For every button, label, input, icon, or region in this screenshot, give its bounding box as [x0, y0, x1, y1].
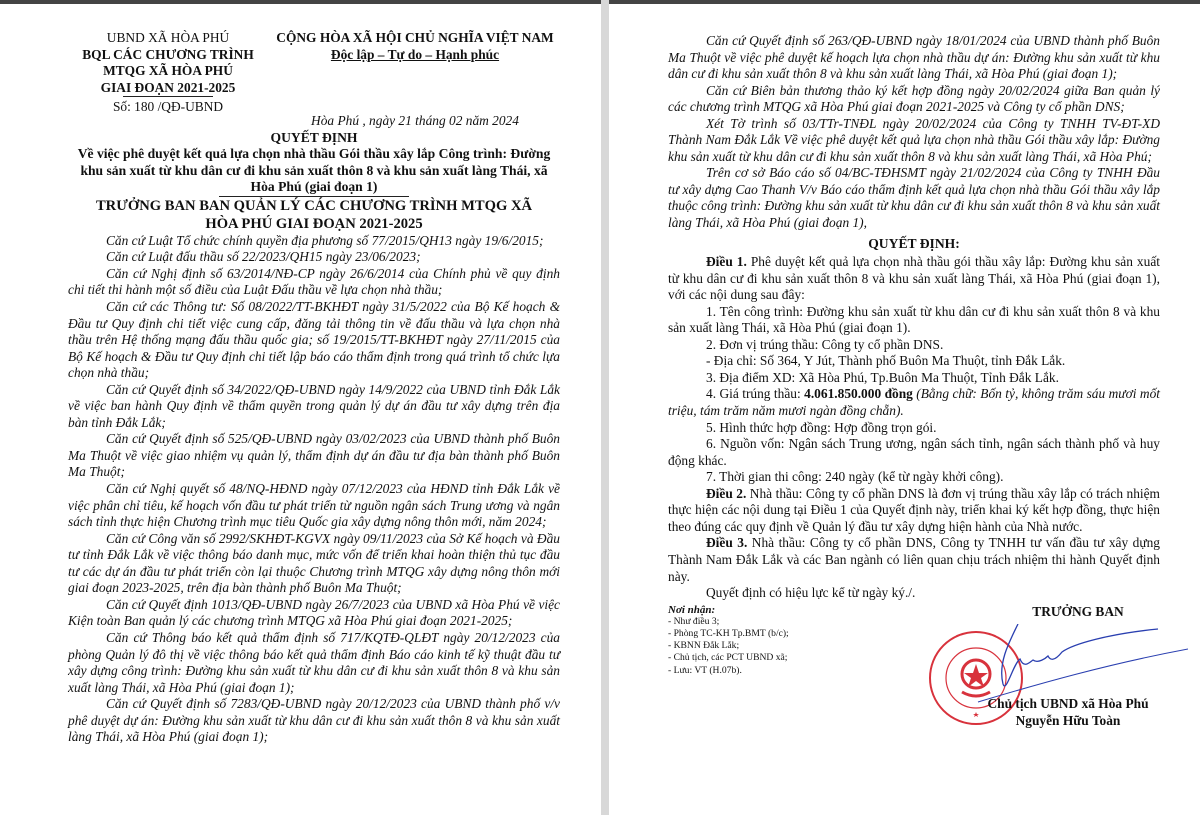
national-header — [270, 30, 560, 130]
legal-basis: Xét Tờ trình số 03/TTr-TNĐL ngày 20/02/2024 của Công ty TNHH TV-ĐT-XD Thành Nam Đắk Lắk Về việc phê duyệt kết quả lựa chọn nhà thầu Gói thầu xây lắp: Đường khu sản xuất từ khu dân cư đi khu sản xuất thôn 8 và khu sản xuất làng Thái, xã Hòa Phú; — [668, 115, 1160, 164]
article-1 — [668, 254, 1160, 304]
legal-basis: Căn cứ Quyết định 1013/QĐ-UBND ngày 26/7/2023 của UBND xã Hòa Phú về việc Kiện toàn Ban quản lý các chương trình MTQG xã Hòa Phú giai đoạn 2021-2025; — [68, 596, 560, 629]
document-number: Số: 180 /QĐ-UBND — [112, 99, 224, 115]
divider — [123, 96, 213, 97]
national-motto: CỘNG HÒA XÃ HỘI CHỦ NGHĨA VIỆT NAM — [276, 30, 554, 45]
recipient: - Chủ tịch, các PCT UBND xã; — [668, 652, 788, 664]
contract-price: 4.061.850.000 đồng — [804, 386, 913, 402]
price-label: 4. Giá trúng thầu: — [706, 386, 805, 402]
article-text: Nhà thầu: Công ty cổ phần DNS, Công ty TNHH tư vấn đầu tư xây dựng Thành Nam Đắk Lắk và các Ban ngành có liên quan chịu trách nhiệm thi hành Quyết định này. — [668, 535, 1160, 584]
issuing-authority: TRƯỞNG BAN BAN QUẢN LÝ CÁC CHƯƠNG TRÌNH MTQG XÃ HÒA PHÚ GIAI ĐOẠN 2021-2025 — [95, 197, 533, 232]
article-label: Điều 3. — [706, 535, 748, 551]
legal-basis: Căn cứ Luật Tổ chức chính quyền địa phương số 77/2015/QH13 ngày 19/6/2015; — [106, 232, 544, 248]
issuing-agency — [68, 30, 268, 130]
decision-heading: QUYẾT ĐỊNH: — [868, 235, 960, 251]
article-text: Phê duyệt kết quả lựa chọn nhà thầu gói thầu xây lắp: Đường khu sản xuất từ khu dân cư đi khu sản xuất thôn 8 và khu sản xuất làng Thái, xã Hòa Phú (giai đoạn 1), với các nội dung sau đây: — [668, 254, 1160, 303]
legal-basis: Căn cứ Thông báo kết quả thẩm định số 717/KQTĐ-QLĐT ngày 20/12/2023 của phòng Quản lý đô thị về việc thông báo kết quả thẩm định Báo cáo kinh tế kỹ thuật đầu tư xây dựng công trình: Đường khu sản xuất từ khu dân cư đi khu sản xuất thôn 8 và khu sản xuất làng Thái, xã Hòa Phú (giai đoạn 1); — [68, 629, 560, 695]
effective-clause: Quyết định có hiệu lực kể từ ngày ký./. — [706, 585, 916, 601]
decision-articles — [668, 254, 1160, 601]
document-subject: Về việc phê duyệt kết quả lựa chọn nhà thầu Gói thầu xây lắp Công trình: Đường khu sản xuất từ khu dân cư đi khu sản xuất thôn 8 và khu sản xuất làng Thái, xã Hòa Phú (giai đoạn 1) — [77, 146, 551, 195]
article-2 — [668, 486, 1160, 536]
article-3 — [668, 535, 1160, 585]
document-header — [68, 30, 560, 130]
signatory-name: Nguyễn Hữu Toàn — [1015, 712, 1121, 728]
article-label: Điều 2. — [706, 485, 747, 501]
legal-basis: Căn cứ Công văn số 2992/SKHĐT-KGVX ngày 09/11/2023 của Sở Kế hoạch và Đầu tư tỉnh Đắk Lắk về việc thông báo danh mục, mức vốn để triển khai hoàn thiện thủ tục đầu tư các dự án đầu tư phát triển còn lại thuộc Chương trình MTQG xây dựng nông thôn mới giai đoạn 2023-2025, trên địa bàn thành phố Buôn Ma Thuột; — [68, 530, 560, 596]
article-item — [668, 386, 1160, 419]
document-title: QUYẾT ĐỊNH — [270, 129, 358, 145]
article-text: Nhà thầu: Công ty cổ phần DNS là đơn vị trúng thầu xây lắp có trách nhiệm thực hiện các nội dung tại Điều 1 của Quyết định này, triển khai ký kết hợp đồng, thực hiện theo đúng các quy định về Quản lý đầu tư xây dựng hiện hành của Nhà nước. — [668, 485, 1160, 534]
slogan: Độc lập – Tự do – Hạnh phúc — [330, 46, 500, 62]
recipient: - KBNN Đắk Lắk; — [668, 640, 740, 652]
legal-basis: Căn cứ Quyết định số 525/QĐ-UBND ngày 03/02/2023 của UBND thành phố Buôn Ma Thuột về việc giao nhiệm vụ quản lý, thẩm định dự án đầu tư địa bàn thành phố Buôn Ma Thuột; — [68, 431, 560, 480]
agency-line: MTQG XÃ HÒA PHÚ — [103, 63, 233, 79]
recipient: - Như điều 3; — [668, 615, 720, 627]
page-right — [609, 4, 1200, 815]
legal-basis: Căn cứ Quyết định số 7283/QĐ-UBND ngày 20/12/2023 của UBND thành phố v/v phê duyệt dự án: Đường khu sản xuất từ khu dân cư đi khu sản xuất thôn 8 và khu sản xuất làng Thái, xã Hòa Phú (giai đoạn 1); — [68, 696, 560, 745]
legal-basis: Căn cứ Biên bản thương thảo ký kết hợp đồng ngày 20/02/2024 giữa Ban quản lý các chương trình MTQG xã Hòa Phú giai đoạn 2021-2025 và Công ty cổ phần DNS; — [668, 82, 1160, 115]
recipient: - Lưu: VT (H.07b). — [668, 664, 742, 676]
legal-basis: Căn cứ Quyết định số 34/2022/QĐ-UBND ngày 14/9/2022 của UBND tỉnh Đắk Lắk về việc ban hành Quy định về thẩm quyền trong quản lý dự án đầu tư xây dựng trên địa bàn tỉnh Đắk Lắk; — [68, 381, 560, 430]
place-date: Hòa Phú , ngày 21 tháng 02 năm 2024 — [311, 113, 519, 129]
legal-bases-left — [68, 233, 560, 746]
article-item: 5. Hình thức hợp đồng: Hợp đồng trọn gói. — [706, 419, 937, 435]
signatory-position: Chủ tịch UBND xã Hòa Phú — [987, 696, 1149, 712]
legal-basis: Căn cứ các Thông tư: Số 08/2022/TT-BKHĐT ngày 31/5/2022 của Bộ Kế hoạch & Đầu tư Quy định chi tiết việc cung cấp, đăng tải thông tin về đấu thầu và lựa chọn nhà thầu trên Hệ thống mạng đấu thầu quốc gia; số 19/2015/TT-BKHĐT ngày 27/11/2015 của Bộ Kế hoạch & Đầu tư Quy định chi tiết lập báo cáo thẩm định trong quá trình tổ chức lựa chọn nhà thầu; — [68, 299, 560, 381]
legal-basis: Trên cơ sở Báo cáo số 04/BC-TĐHSMT ngày 21/02/2024 của Công ty TNHH Đầu tư xây dựng Cao Thanh V/v Báo cáo thẩm định kết quả lựa chọn nhà thầu Gói thầu xây lắp thuộc công trình: Đường khu sản xuất từ khu dân cư đi khu sản xuất thôn 8 và khu sản xuất làng Thái, xã Hòa Phú (giai đoạn 1), — [668, 165, 1160, 231]
agency-line: UBND XÃ HÒA PHÚ — [106, 30, 230, 45]
recipient: - Phòng TC-KH Tp.BMT (b/c); — [668, 628, 789, 639]
legal-basis: Căn cứ Luật đấu thầu số 22/2023/QH15 ngày 23/06/2023; — [106, 249, 421, 265]
recipients-label: Nơi nhận: — [668, 603, 716, 616]
legal-bases-right — [668, 33, 1160, 232]
legal-basis: Căn cứ Quyết định số 263/QĐ-UBND ngày 18/01/2024 của UBND thành phố Buôn Ma Thuột về việc phê duyệt kế hoạch lựa chọn nhà thầu dự án: Đường khu sản xuất từ khu dân cư đi khu sản xuất thôn 8 và khu sản xuất làng Thái, xã Hòa Phú (giai đoạn 1); — [668, 33, 1160, 82]
article-item: 2. Đơn vị trúng thầu: Công ty cổ phần DNS. — [706, 336, 944, 352]
signature-block — [873, 604, 1163, 730]
agency-line: GIAI ĐOẠN 2021-2025 — [100, 79, 236, 95]
legal-basis: Căn cứ Nghị quyết số 48/NQ-HĐND ngày 07/12/2023 của HĐND tỉnh Đắk Lắk về việc phân chỉ tiêu, kế hoạch vốn đầu tư phát triển từ nguồn ngân sách Trung ương và ngân sách tỉnh thực hiện Chương trình mục tiêu Quốc gia xây dựng nông thôn mới, năm 2024; — [68, 481, 560, 530]
closing-block — [668, 604, 1160, 754]
article-item: 1. Tên công trình: Đường khu sản xuất từ khu dân cư đi khu sản xuất thôn 8 và khu sản xuất làng Thái, xã Hòa Phú (giai đoạn 1). — [668, 303, 1160, 336]
legal-basis: Căn cứ Nghị định số 63/2014/NĐ-CP ngày 26/6/2014 của Chính phủ về quy định chi tiết thi hành một số điều của Luật Đấu thầu về lựa chọn nhà thầu; — [68, 265, 560, 298]
article-item: - Địa chỉ: Số 364, Y Jút, Thành phố Buôn Ma Thuột, tỉnh Đắk Lắk. — [706, 353, 1066, 369]
article-item: 7. Thời gian thi công: 240 ngày (kể từ ngày khởi công). — [706, 469, 1004, 485]
page-left — [0, 4, 601, 815]
price-in-words: (Bằng chữ: Bốn tỷ, không trăm sáu mươi mốt triệu, tám trăm năm mươi ngàn đồng chẵn). — [668, 386, 1160, 419]
page-gutter — [601, 0, 609, 815]
agency-line: BQL CÁC CHƯƠNG TRÌNH — [82, 46, 254, 62]
article-item: 6. Nguồn vốn: Ngân sách Trung ương, ngân sách tỉnh, ngân sách thành phố và huy động khác. — [668, 436, 1160, 468]
article-label: Điều 1. — [706, 254, 747, 270]
signatory-role: TRƯỞNG BAN — [1032, 603, 1124, 619]
article-item: 3. Địa điểm XD: Xã Hòa Phú, Tp.Buôn Ma Thuột, Tỉnh Đắk Lắk. — [706, 369, 1059, 385]
